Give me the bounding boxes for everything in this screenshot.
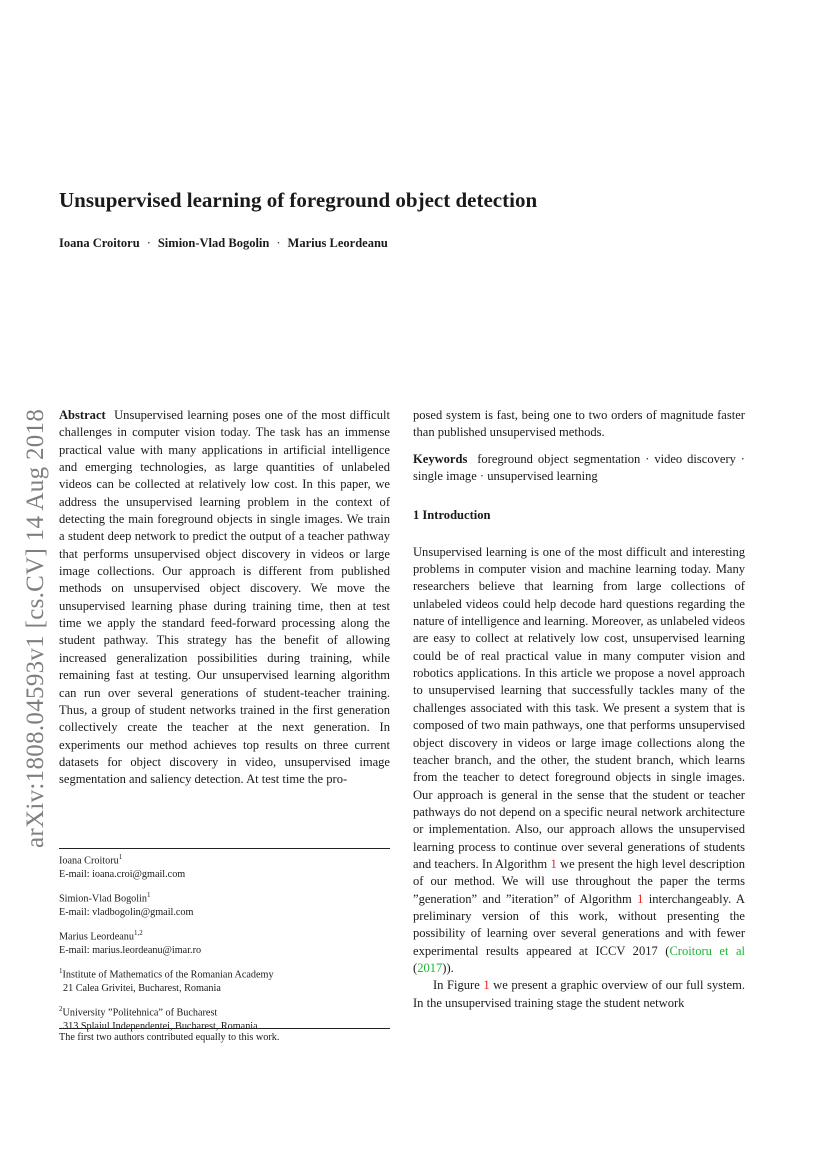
intro-paragraph — [413, 544, 745, 978]
author-name: Marius Leordeanu — [287, 236, 388, 250]
abstract-text: Unsupervised learning poses one of the most difficult challenges in computer vision today. The task has an immense practical value with many applications in artificial intelligence and emerging technologies, as large quantities of unlabeled videos can be collected at relatively low cost. In this paper, we address the unsupervised learning problem in the context of detecting the main foreground objects in single images. We train a student deep network to predict the output of a teacher pathway that performs unsupervised object discovery in videos or large image collections. Our approach is different from published methods on unsupervised object discovery. We move the unsupervised learning phase during training time, then at test time we apply the standard feed-forward processing along the student pathway. This strategy has the benefit of allowing increased generalization possibilities during training, while remaining fast at testing. Our unsupervised learning algorithm can run over several generations of student-teacher training. Thus, a group of student networks trained in the first generation collectively create the teacher at the next generation. In experiments our method achieves top results on three current datasets for object discovery in video, unsupervised image segmentation and saliency detection. At test time the pro- — [59, 408, 390, 787]
affiliation-author-name: Simion-Vlad Bogolin — [59, 893, 148, 905]
institution-marker: 2 — [59, 1005, 63, 1014]
left-column — [59, 407, 390, 789]
institution-name: University ”Politehnica” of Bucharest — [62, 1007, 218, 1019]
keywords-text: foreground object segmentation · video discovery · single image · unsupervised learning — [413, 451, 745, 484]
figure-reference-link[interactable]: 1 — [483, 978, 490, 993]
keywords-label: Keywords — [413, 451, 468, 466]
intro-paragraph — [413, 977, 745, 1012]
abstract-continuation: posed system is fast, being one to two orders of magnitude faster than published unsupervised methods. — [413, 408, 745, 440]
institution-name: Institute of Mathematics of the Romanian Academy — [62, 969, 274, 981]
institution-marker: 1 — [59, 967, 63, 976]
institution-block — [59, 965, 390, 996]
affiliation-marker: 1 — [147, 891, 151, 900]
affiliation-email: E-mail: marius.leordeanu@imar.ro — [59, 945, 202, 957]
citation-close: )). — [442, 960, 454, 975]
affiliation-author-name: Marius Leordeanu — [59, 931, 134, 943]
citation-author-link[interactable]: Croitoru et al — [669, 943, 746, 958]
institution-block — [59, 1003, 390, 1034]
footnote-text: The first two authors contributed equally to this work. — [59, 1032, 280, 1043]
arxiv-identifier-stamp: arXiv:1808.04593v1 [cs.CV] 14 Aug 2018 — [22, 408, 49, 848]
citation-year-link[interactable]: 2017 — [417, 960, 443, 975]
affiliation-block — [59, 927, 390, 958]
paper-title: Unsupervised learning of foreground object detection — [59, 188, 538, 212]
section-heading: 1 Introduction — [413, 508, 491, 523]
intro-text: we present a graphic overview of our full system. In the unsupervised training stage the student network — [413, 978, 746, 1010]
affiliation-email: E-mail: ioana.croi@gmail.com — [59, 868, 186, 880]
author-separator: · — [146, 236, 151, 250]
footnote-divider — [59, 1028, 390, 1029]
intro-text: In Figure — [433, 978, 484, 993]
institution-address: 21 Calea Grivitei, Bucharest, Romania — [63, 983, 221, 995]
right-column — [413, 407, 745, 1012]
author-affiliations — [59, 851, 390, 1041]
author-separator: · — [276, 236, 281, 250]
affiliation-marker: 1 — [118, 853, 123, 861]
algorithm-reference-link[interactable]: 1 — [637, 891, 644, 906]
footnote-divider — [59, 848, 390, 849]
affiliation-author-name: Ioana Croitoru — [59, 855, 119, 867]
abstract-label: Abstract — [59, 408, 106, 422]
affiliation-marker: 1,2 — [133, 929, 143, 938]
affiliation-email: E-mail: vladbogolin@gmail.com — [59, 907, 194, 919]
intro-text: Unsupervised learning is one of the most difficult and interesting problems in computer vision and machine learning today. Many researchers believe that learning from large collections of unlabeled videos could help decode hard questions regarding the nature of intelligence and learning. Moreover, as unlabeled videos are easy to collect at relatively low cost, unsupervised learning could be of real practical value in many computer vision and robotics applications. In this article we propose a novel approach to unsupervised learning that successfully tackles many of the challenges associated with this task. We present a system that is composed of two main pathways, one that performs unsupervised object discovery in videos or large image collections along the teacher branch, and the other, the student branch, which learns from the teacher to detect foreground objects in single images. Our approach is general in the sense that the student or teacher pathways do not depend on a specific neural network architecture or implementation. Also, our approach allows the unsupervised learning process to continue over several generations of students and teachers. In Algorithm — [413, 544, 745, 871]
author-name: Simion-Vlad Bogolin — [157, 236, 270, 250]
keywords-paragraph — [413, 451, 745, 486]
institution-address: 313 Splaiul Independentei, Bucharest, Romania — [63, 1021, 258, 1033]
affiliation-block — [59, 851, 390, 882]
intro-text: interchangeably. A preliminary version of this work, without presenting the possibility of learning over several generations and with fewer experimental results appeared at ICCV 2017 ( — [413, 891, 745, 958]
citation-paren: ( — [413, 960, 418, 975]
abstract-paragraph — [59, 407, 390, 789]
author-name: Ioana Croitoru — [59, 236, 140, 250]
author-list — [59, 236, 388, 251]
intro-text: we present the high level description of our method. We will use throughout the paper the terms ”generation” and ”iteration” of Algorithm — [413, 856, 745, 906]
affiliation-block — [59, 889, 390, 920]
algorithm-reference-link[interactable]: 1 — [550, 856, 557, 871]
